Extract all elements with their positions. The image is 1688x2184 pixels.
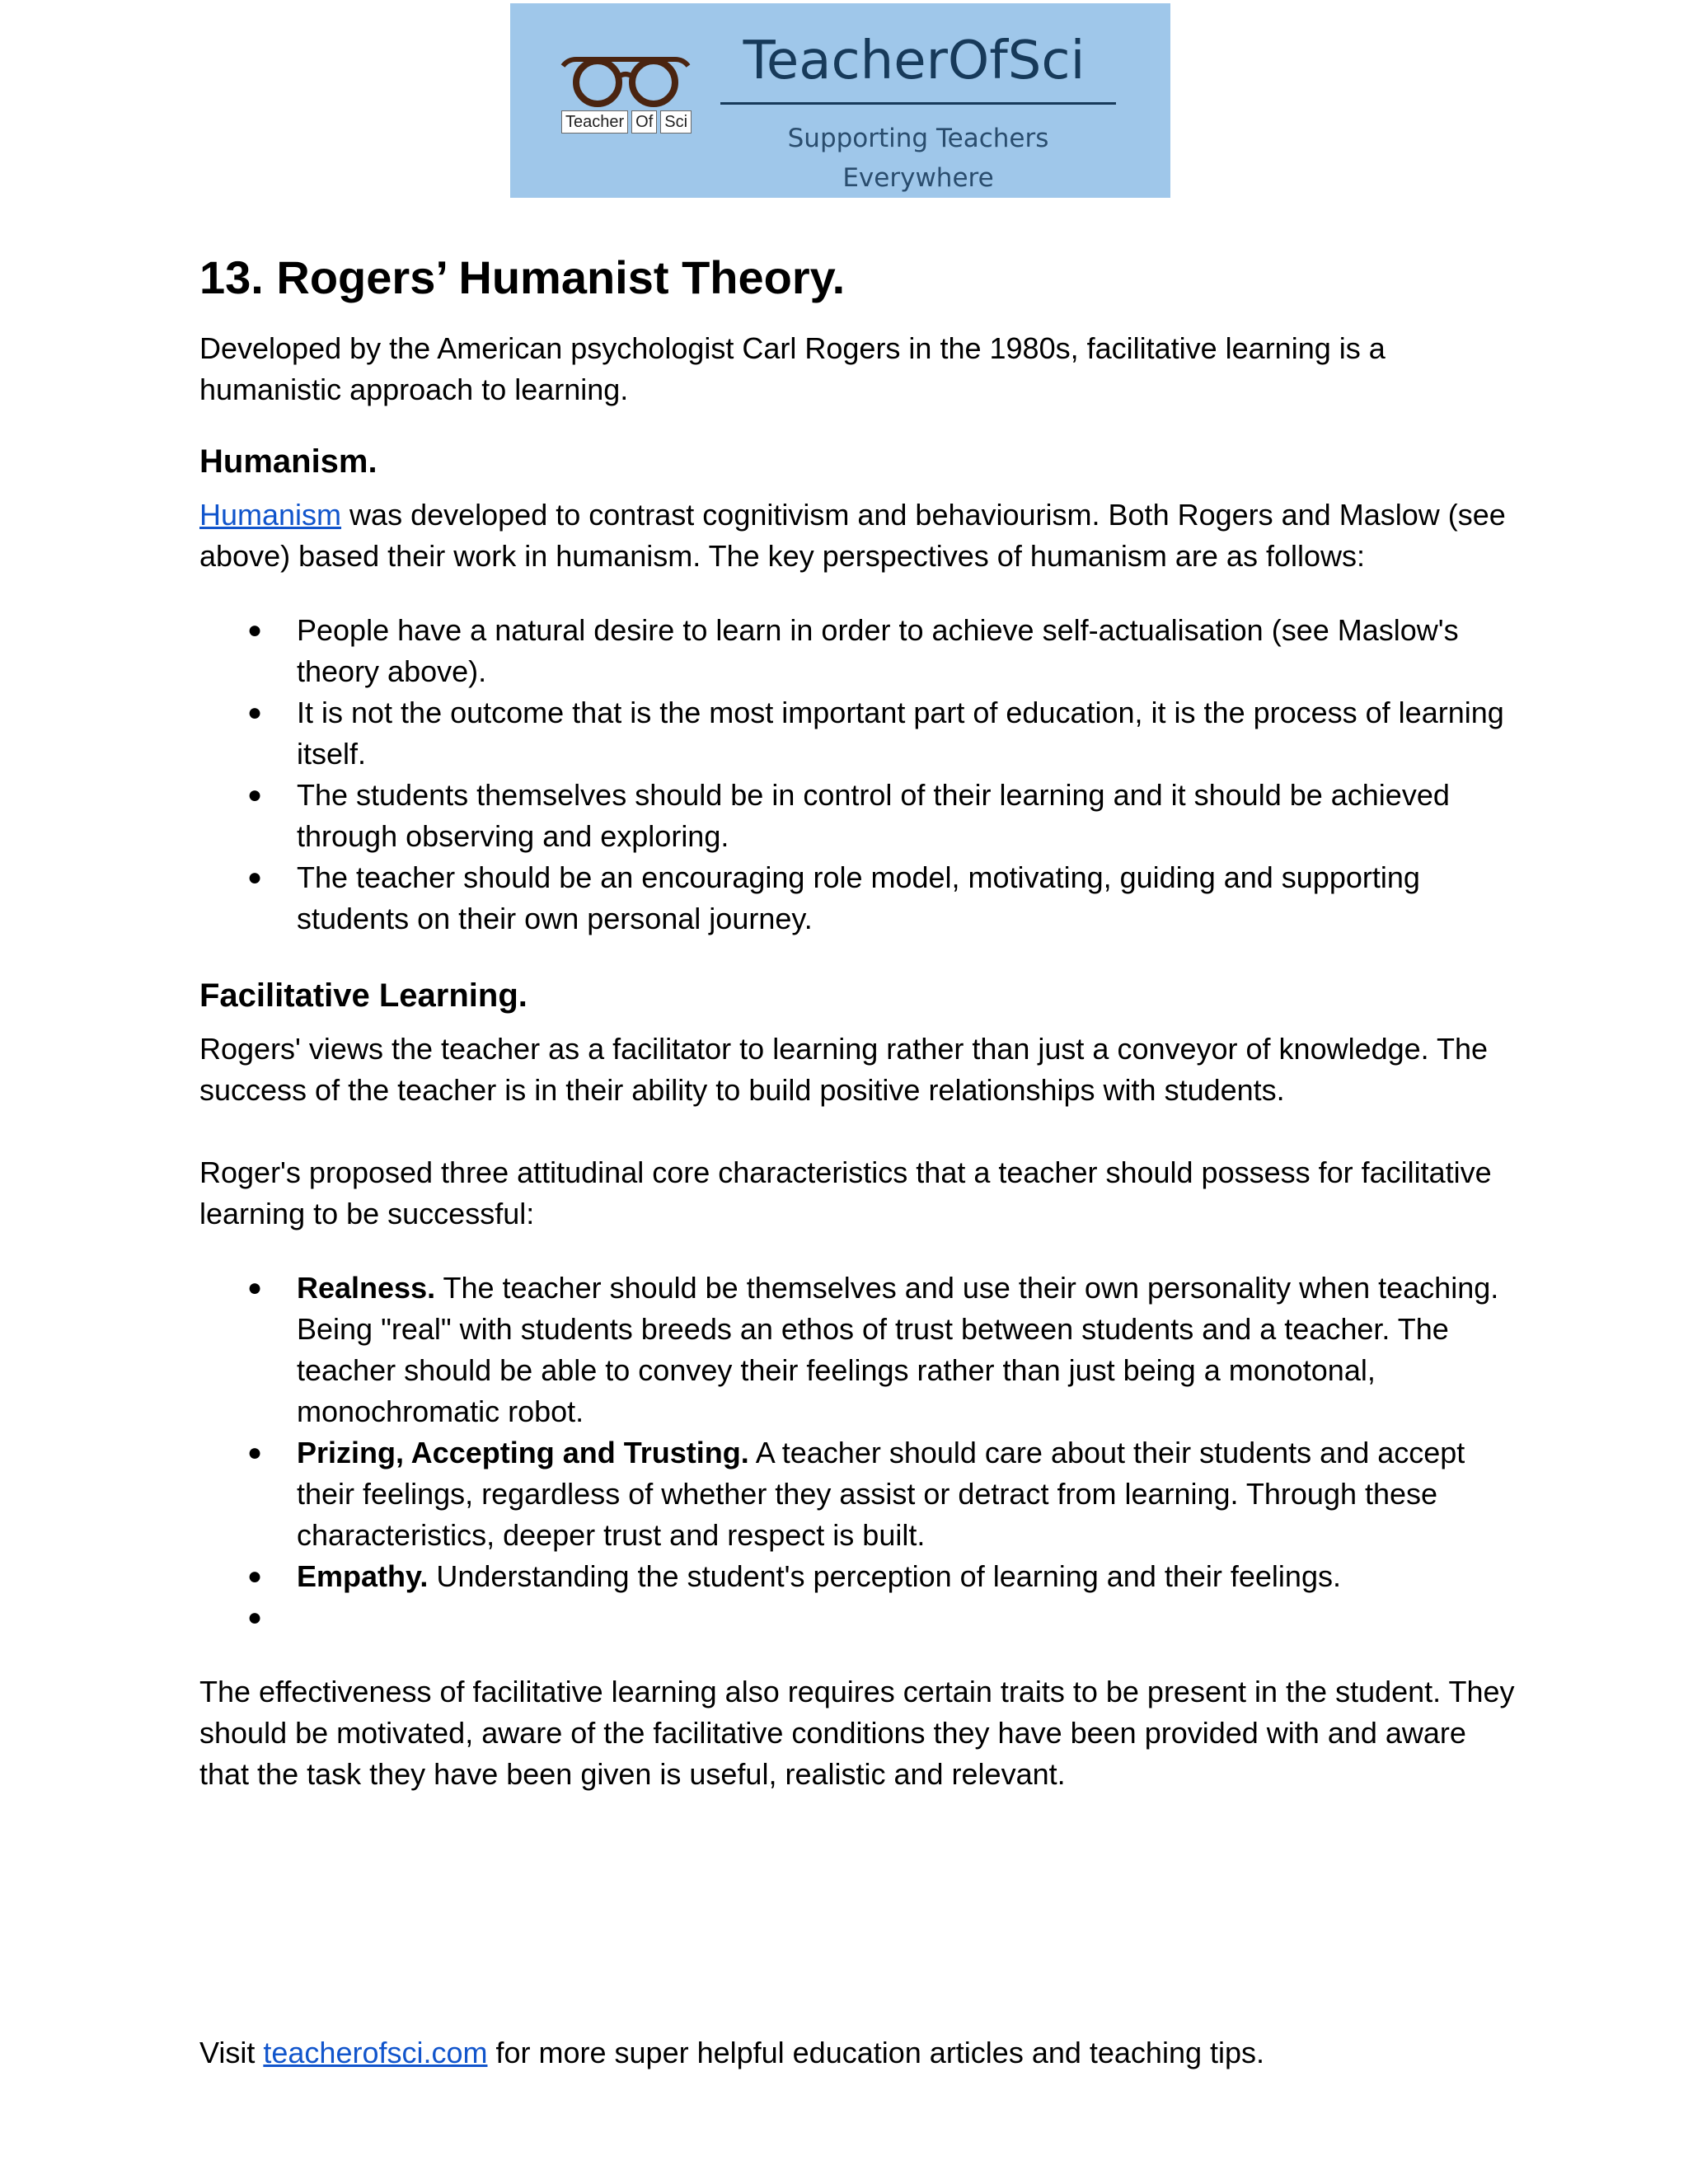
list-item-text: The students themselves should be in control of their learning and it should be achieved through observing and exploring. xyxy=(297,778,1450,853)
footer-text-before: Visit xyxy=(199,2036,264,2069)
humanism-list xyxy=(199,610,1518,940)
characteristics-list xyxy=(199,1268,1518,1638)
list-item xyxy=(199,857,1518,940)
logo-badge-of: Of xyxy=(631,110,657,134)
list-item-text: A teacher should care about their students and accept their feelings, regardless of whether they assist or detract from learning. Through these characteristics, deeper trust and respect is built. xyxy=(297,1436,1465,1552)
site-link[interactable]: teacherofsci.com xyxy=(263,2036,488,2069)
logo-badge-sci: Sci xyxy=(660,110,692,134)
title-divider xyxy=(720,102,1116,105)
intro-paragraph: Developed by the American psychologist Carl Rogers in the 1980s, facilitative learning is a humanistic approach to learning. xyxy=(199,331,1386,406)
bullet-icon: ● xyxy=(247,864,263,891)
list-item-text: It is not the outcome that is the most important part of education, it is the process of learning itself. xyxy=(297,696,1504,771)
bullet-icon: ● xyxy=(247,1439,263,1466)
humanism-link[interactable]: Humanism xyxy=(199,498,342,532)
list-item xyxy=(199,775,1518,857)
list-item xyxy=(199,1597,1518,1638)
site-title: TeacherOfSci xyxy=(743,30,1085,91)
list-item-term: Empathy. xyxy=(297,1559,429,1593)
list-item xyxy=(199,692,1518,775)
bullet-icon: ● xyxy=(247,1604,263,1631)
list-item-text: The teacher should be themselves and use their own personality when teaching. Being "real" with students breeds an ethos of trust between students and a teacher. The teacher should be able to convey their feelings rather than just being a monotonal, monochromatic robot. xyxy=(297,1271,1499,1428)
facilitative-paragraph-2: Roger's proposed three attitudinal core characteristics that a teacher should possess for facilitative learning to be successful: xyxy=(199,1155,1492,1230)
bullet-icon: ● xyxy=(247,1274,263,1301)
list-item xyxy=(199,1432,1518,1556)
list-item xyxy=(199,610,1518,692)
list-item-text: Understanding the student's perception of learning and their feelings. xyxy=(428,1559,1341,1593)
facilitative-paragraph-3: The effectiveness of facilitative learning also requires certain traits to be present in the student. They should be motivated, aware of the facilitative conditions they have been provided with and aware that the task they have been given is useful, realistic and relevant. xyxy=(199,1675,1515,1791)
glasses-icon xyxy=(560,54,692,107)
facilitative-heading: Facilitative Learning. xyxy=(199,977,528,1014)
list-item-term: Prizing, Accepting and Trusting. xyxy=(297,1436,749,1469)
facilitative-paragraph-1: Rogers' views the teacher as a facilitator to learning rather than just a conveyor of knowledge. The success of the teacher is in their ability to build positive relationships with students. xyxy=(199,1032,1489,1107)
footer-note xyxy=(199,2032,1264,2074)
humanism-paragraph xyxy=(199,494,1518,577)
list-item-term: Realness. xyxy=(297,1271,436,1305)
article-body xyxy=(199,241,1518,1795)
banner xyxy=(510,3,1170,198)
list-item-text: The teacher should be an encouraging role model, motivating, guiding and supporting students on their own personal journey. xyxy=(297,860,1420,935)
list-item xyxy=(199,1268,1518,1432)
logo-badges xyxy=(561,110,692,134)
bullet-icon: ● xyxy=(247,616,263,644)
humanism-paragraph-text: was developed to contrast cognitivism and behaviourism. Both Rogers and Maslow (see above) based their work in humanism. The key perspectives of humanism are as follows: xyxy=(199,498,1506,573)
list-item xyxy=(199,1556,1518,1597)
footer-text-after: for more super helpful education articles and teaching tips. xyxy=(487,2036,1265,2069)
bullet-icon: ● xyxy=(247,781,263,808)
page-title: 13. Rogers’ Humanist Theory. xyxy=(199,251,846,303)
humanism-heading: Humanism. xyxy=(199,443,377,480)
logo-badge-teacher: Teacher xyxy=(561,110,628,134)
list-item-text: People have a natural desire to learn in order to achieve self-actualisation (see Maslow's theory above). xyxy=(297,613,1459,688)
bullet-icon: ● xyxy=(247,699,263,726)
bullet-icon: ● xyxy=(247,1563,263,1590)
site-tagline: Supporting Teachers Everywhere xyxy=(787,124,1049,193)
